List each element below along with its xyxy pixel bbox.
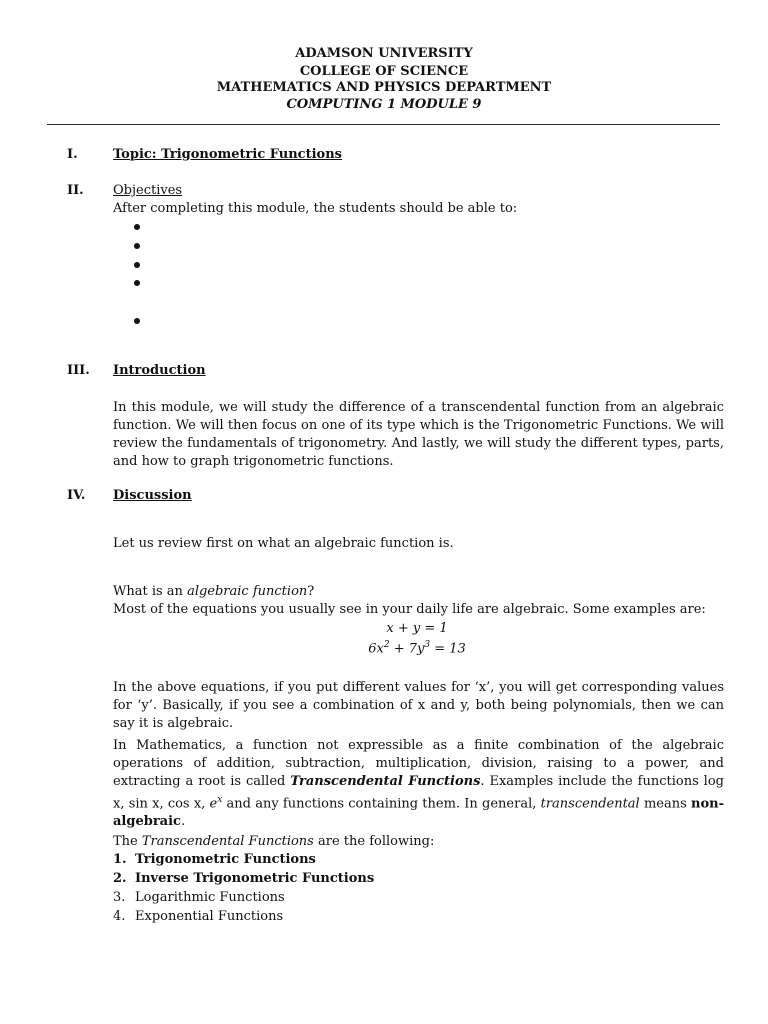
department-name: MATHEMATICS AND PHYSICS DEPARTMENT — [216, 80, 552, 95]
objective-bullet — [134, 224, 140, 230]
section-2-number: II. — [67, 183, 84, 198]
section-3-number: III. — [67, 363, 90, 378]
list-intro: The Transcendental Functions are the following: — [113, 834, 435, 849]
header-divider — [47, 124, 720, 125]
section-4-number: IV. — [67, 488, 86, 503]
equation-1: x + y = 1 — [386, 621, 448, 636]
objective-bullet — [134, 280, 140, 286]
values-paragraph: In the above equations, if you put different values for ‘x’, you will get corresponding values for ‘y’. Basically, if you see a combination of x and y, both being polynomials, then we can say it is algebraic. — [113, 680, 724, 731]
list-item: 1. Trigonometric Functions — [113, 852, 316, 867]
objectives-lead: After completing this module, the students should be able to: — [113, 201, 518, 216]
section-1-title: Topic: Trigonometric Functions — [113, 147, 342, 162]
introduction-paragraph: In this module, we will study the difference of a transcendental function from an algebraic function. We will then focus on one of its type which is the Trigonometric Functions. We will review the fundamentals of trigonometry. And lastly, we will study the different types, parts, and how to graph trigonometric functions. — [113, 400, 724, 469]
review-sentence: Let us review first on what an algebraic function is. — [113, 536, 454, 551]
equation-2: $6x^2 + 7y^3 = 13$ — [368, 640, 466, 657]
objective-bullet — [134, 318, 140, 324]
examples-intro: Most of the equations you usually see in your daily life are algebraic. Some examples are: — [113, 602, 706, 617]
section-2-title: Objectives — [113, 183, 183, 198]
section-1-number: I. — [67, 147, 78, 162]
list-item: 3. Logarithmic Functions — [113, 890, 285, 905]
transcendental-paragraph: In Mathematics, a function not expressible as a finite combination of the algebraic operations of addition, subtraction, multiplication, division, raising to a power, and extracting a root is called Transcendental Functions. Examples include the functions log x, sin x, cos x, $e^x$ and any functions containing them. In general, transcendental means non-algebraic. — [113, 738, 724, 830]
section-3-title: Introduction — [113, 363, 206, 378]
list-item: 4. Exponential Functions — [113, 909, 284, 924]
college-name: COLLEGE OF SCIENCE — [299, 64, 469, 79]
objective-bullet — [134, 262, 140, 268]
university-name: ADAMSON UNIVERSITY — [295, 46, 473, 61]
objective-bullet — [134, 243, 140, 249]
list-item: 2. Inverse Trigonometric Functions — [113, 871, 375, 886]
section-4-title: Discussion — [113, 488, 192, 503]
algebraic-question: What is an algebraic function? — [113, 584, 315, 599]
module-title: COMPUTING 1 MODULE 9 — [286, 97, 482, 112]
